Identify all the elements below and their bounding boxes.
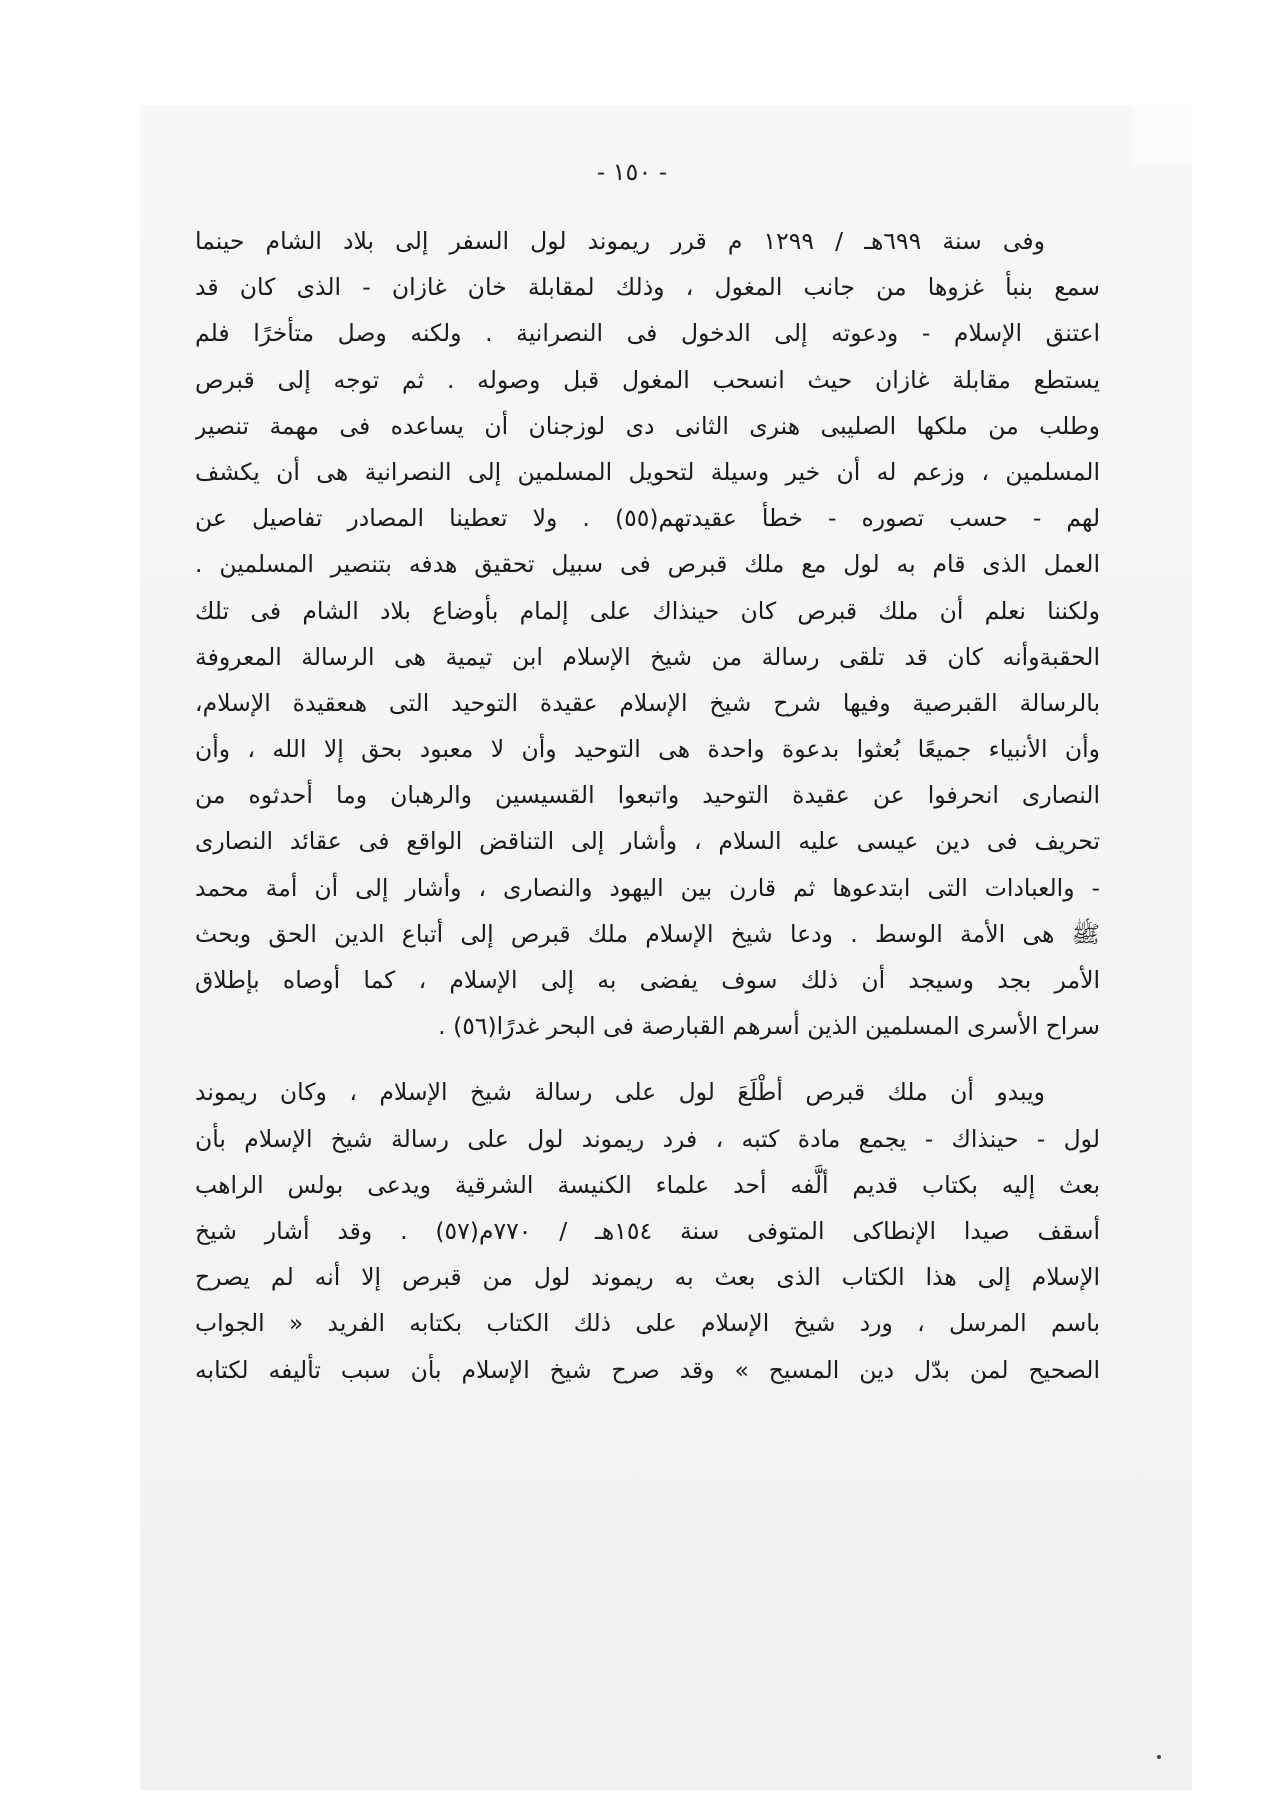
- text-line: النصارى انحرفوا عن عقيدة التوحيد واتبعوا القسيسين والرهبان وما أحدثوه من: [195, 781, 1100, 810]
- body-text: [195, 218, 1100, 1393]
- text-line: وأن الأنبياء جميعًا بُعثوا بدعوة واحدة هى التوحيد وأن لا معبود بحق إلا الله ، وأن: [195, 735, 1100, 764]
- text-line: يستطع مقابلة غازان حيث انسحب المغول قبل وصوله . ثم توجه إلى قبرص: [195, 365, 1100, 394]
- text-line: تحريف فى دين عيسى عليه السلام ، وأشار إلى التناقض الواقع فى عقائد النصارى: [195, 827, 1100, 856]
- text-line: سراح الأسرى المسلمين الذين أسرهم القبارصة فى البحر غدرًا(٥٦) .: [438, 1012, 1100, 1041]
- text-line: وطلب من ملكها الصليبى هنرى الثانى دى لوزجنان أن يساعده فى مهمة تنصير: [195, 411, 1100, 440]
- text-line: الحقبةوأنه كان قد تلقى رسالة من شيخ الإسلام ابن تيمية هى الرسالة المعروفة: [195, 642, 1100, 671]
- text-line: بالرسالة القبرصية وفيها شرح شيخ الإسلام عقيدة التوحيد التى هىعقيدة الإسلام،: [195, 688, 1100, 717]
- text-line: المسلمين ، وزعم له أن خير وسيلة لتحويل المسلمين إلى النصرانية هى أن يكشف: [195, 457, 1100, 486]
- text-line: بعث إليه بكتاب قديم ألَّفه أحد علماء الكنيسة الشرقية ويدعى بولس الراهب: [195, 1170, 1100, 1199]
- paragraph-1: [195, 218, 1100, 1049]
- page-number: - ١٥٠ -: [596, 158, 668, 186]
- text-line: باسم المرسل ، ورد شيخ الإسلام على ذلك الكتاب بكتابه الفريد « الجواب: [195, 1309, 1100, 1338]
- text-line: الإسلام إلى هذا الكتاب الذى بعث به ريموند لول من قبرص إلا أنه لم يصرح: [195, 1263, 1100, 1292]
- scan-shade: [1132, 105, 1192, 165]
- text-line: وفى سنة ٦٩٩هـ / ١٢٩٩ م قرر ريموند لول السفر إلى بلاد الشام حينما: [195, 227, 1045, 255]
- text-line: - والعبادات التى ابتدعوها ثم قارن بين اليهود والنصارى ، وأشار إلى أن أمة محمد: [195, 873, 1100, 902]
- text-line: اعتنق الإسلام - ودعوته إلى الدخول فى النصرانية . ولكنه وصل متأخرًا فلم: [195, 319, 1100, 348]
- text-line: لهم - حسب تصوره - خطأ عقيدتهم(٥٥) . ولا تعطينا المصادر تفاصيل عن: [195, 504, 1100, 533]
- scan-speck: [1157, 1755, 1161, 1759]
- text-line: العمل الذى قام به لول مع ملك قبرص فى سبيل تحقيق هدفه بتنصير المسلمين .: [195, 550, 1100, 579]
- text-line: لول - حينذاك - يجمع مادة كتبه ، فرد ريموند لول على رسالة شيخ الإسلام بأن: [195, 1124, 1100, 1153]
- text-line: ولكننا نعلم أن ملك قبرص كان حينذاك على إلمام بأوضاع بلاد الشام فى تلك: [195, 596, 1100, 625]
- paragraph-2: [195, 1069, 1100, 1392]
- text-line: سمع بنبأ غزوها من جانب المغول ، وذلك لمقابلة خان غازان - الذى كان قد: [195, 273, 1100, 302]
- text-line: ويبدو أن ملك قبرص أطْلَعَ لول على رسالة شيخ الإسلام ، وكان ريموند: [195, 1078, 1045, 1107]
- text-line: الصحيح لمن بدّل دين المسيح » وقد صرح شيخ الإسلام بأن سبب تأليفه لكتابه: [195, 1355, 1100, 1384]
- text-line: ﷺ هى الأمة الوسط . ودعا شيخ الإسلام ملك قبرص إلى أتباع الدين الحق وبحث: [195, 919, 1100, 948]
- text-line: الأمر بجد وسيجد أن ذلك سوف يفضى به إلى الإسلام ، كما أوصاه بإطلاق: [195, 966, 1100, 994]
- text-line: أسقف صيدا الإنطاكى المتوفى سنة ١٥٤هـ / ٧٧٠م(٥٧) . وقد أشار شيخ: [195, 1216, 1100, 1245]
- paragraph-gap: [195, 1049, 1100, 1069]
